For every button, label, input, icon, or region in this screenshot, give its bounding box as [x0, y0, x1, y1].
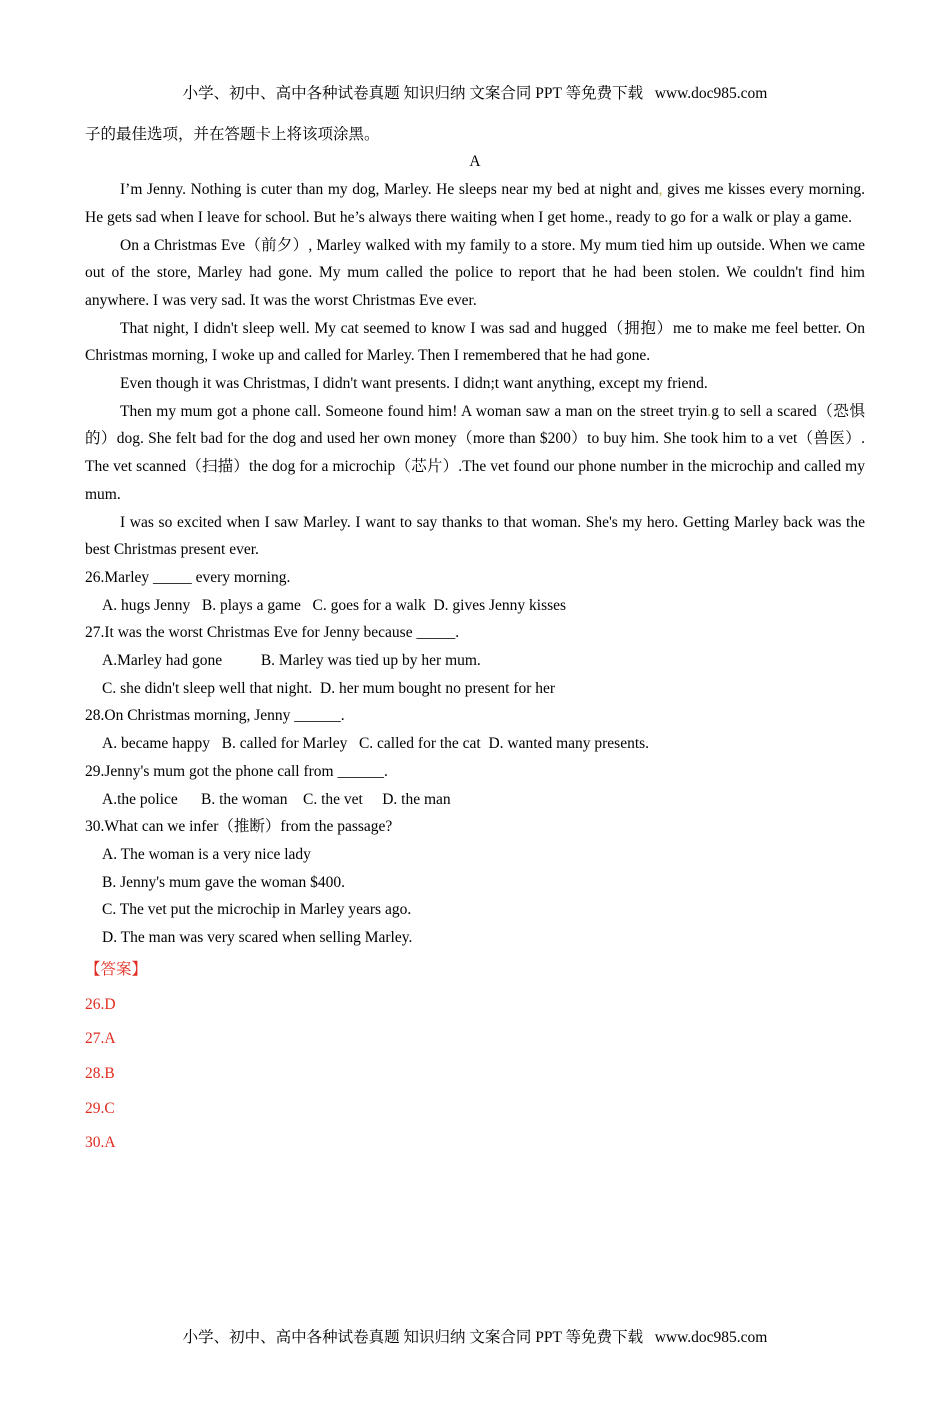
passage-paragraph: [85, 232, 865, 315]
passage-paragraph: [85, 370, 865, 398]
question-options-line: A. hugs Jenny B. plays a game C. goes for a walk D. gives Jenny kisses: [102, 596, 567, 614]
passage-text: g to sell a scared（恐惧的）dog. She felt bad for the dog and used her own money（more than $200）to buy him. She took him to a vet（兽医）. The vet scanned（扫描）the dog for a microchip（芯片）.The vet found our phone number in the microchip and called my mum.: [85, 402, 865, 503]
instruction-text: 子的最佳选项，并在答题卡上将该项涂黑。: [85, 125, 380, 143]
answers-list: [85, 991, 865, 1158]
answers-heading: 【答案】: [85, 960, 148, 978]
question-options-line: A. became happy B. called for Marley C. called for the cat D. wanted many presents.: [102, 735, 650, 753]
answer-item: 29.C: [85, 1099, 115, 1117]
page-footer-watermark: 小学、初中、高中各种试卷真题 知识归纳 文案合同 PPT 等免费下载 www.doc985.com: [182, 1329, 768, 1346]
question-stem: 27.It was the worst Christmas Eve for Jenny because _____.: [85, 624, 460, 642]
section-label: A: [469, 153, 481, 171]
passage-paragraph: [85, 176, 865, 231]
question-options-line: B. Jenny's mum gave the woman $400.: [102, 873, 346, 891]
passage-text: I’m Jenny. Nothing is cuter than my dog, Marley. He sleeps near my bed at night and: [120, 181, 659, 199]
question-options-line: C. The vet put the microchip in Marley years ago.: [102, 901, 412, 919]
highlight-mark: .: [707, 402, 712, 420]
question-stem: 26.Marley _____ every morning.: [85, 568, 291, 586]
passage-paragraph: [85, 398, 865, 509]
passage-text: Even though it was Christmas, I didn't want presents. I didn;t want anything, except my friend.: [120, 375, 708, 393]
passage-text: I was so excited when I saw Marley. I want to say thanks to that woman. She's my hero. Getting Marley back was the best Christmas present ever.: [85, 513, 865, 559]
question-options-line: A.Marley had gone B. Marley was tied up by her mum.: [102, 652, 481, 670]
answer-item: 27.A: [85, 1030, 116, 1048]
questions-list: [85, 564, 865, 952]
passage-text: On a Christmas Eve（前夕）, Marley walked with my family to a store. My mum tied him up outside. When we came out of the store, Marley had gone. My mum called the police to report that he had been stolen. We couldn't find him anywhere. I was very sad. It was the worst Christmas Eve ever.: [85, 236, 865, 309]
question-options-line: A.the police B. the woman C. the vet D. the man: [102, 790, 451, 808]
passage-paragraph: [85, 315, 865, 370]
question-options-line: C. she didn't sleep well that night. D. her mum bought no present for her: [102, 679, 556, 697]
answer-item: 28.B: [85, 1064, 115, 1082]
question-options-line: D. The man was very scared when selling Marley.: [102, 929, 413, 947]
passage-text: gives me kisses every morning. He gets sad when I leave for school. But he’s always there waiting when I get home., ready to go for a walk or play a game.: [85, 181, 866, 226]
question-stem: 29.Jenny's mum got the phone call from ______.: [85, 762, 388, 780]
answer-item: 30.A: [85, 1134, 116, 1152]
answer-item: 26.D: [85, 995, 116, 1013]
document-content: [85, 121, 865, 1157]
reading-passage: [85, 176, 865, 564]
page-header-watermark: 小学、初中、高中各种试卷真题 知识归纳 文案合同 PPT 等免费下载 www.doc985.com: [182, 85, 768, 102]
passage-paragraph: [85, 509, 865, 564]
highlight-mark: ,: [658, 181, 663, 199]
question-options-line: A. The woman is a very nice lady: [102, 845, 311, 863]
passage-text: That night, I didn't sleep well. My cat seemed to know I was sad and hugged（拥抱）me to make me feel better. On Christmas morning, I woke up and called for Marley. Then I remembered that he had gone.: [85, 319, 865, 365]
passage-text: Then my mum got a phone call. Someone found him! A woman saw a man on the street tryin: [120, 402, 708, 420]
question-stem: 30.What can we infer（推断）from the passage?: [85, 818, 393, 836]
question-stem: 28.On Christmas morning, Jenny ______.: [85, 707, 345, 725]
